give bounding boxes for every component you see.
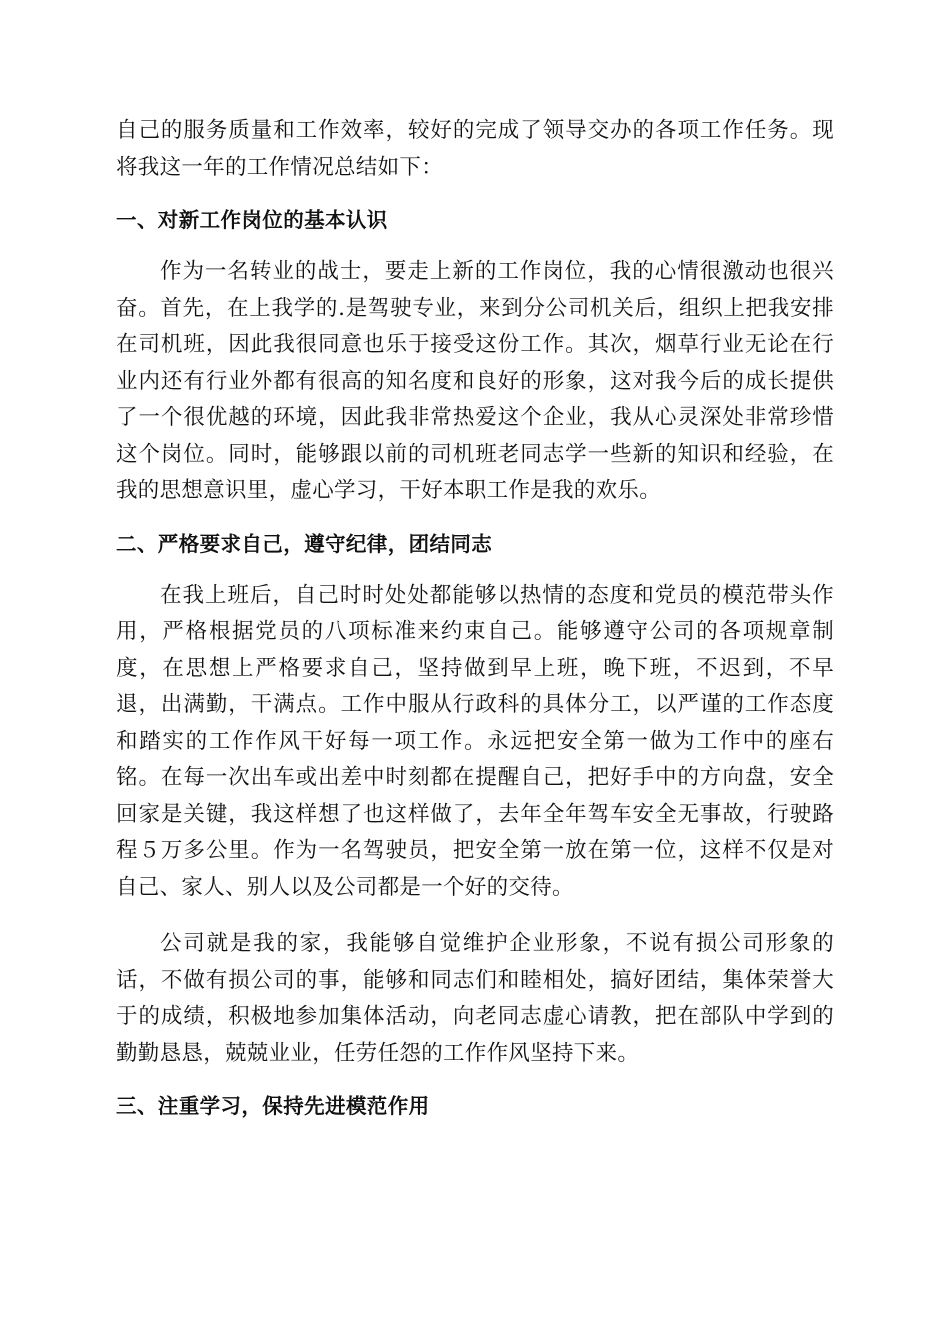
section-2-heading: 二、严格要求自己，遵守纪律，团结同志 (116, 531, 493, 556)
intro-paragraph: 自己的服务质量和工作效率，较好的完成了领导交办的各项工作任务。现将我这一年的工作情况总结如下： (116, 118, 834, 180)
document-page (116, 113, 834, 1124)
section-2-paragraph-1: 在我上班后，自己时时处处都能够以热情的态度和党员的模范带头作用，严格根据党员的八项标准来约束自己。能够遵守公司的各项规章制度，在思想上严格要求自己，坚持做到早上班，晚下班，不迟到，不早退，出满勤，干满点。工作中服从行政科的具体分工，以严谨的工作态度和踏实的工作作风干好每一项工作。永远把安全第一做为工作中的座右铭。在每一次出车或出差中时刻都在提醒自己，把好手中的方向盘，安全回家是关键，我这样想了也这样做了，去年全年驾车安全无事故，行驶路程５万多公里。作为一名驾驶员，把安全第一放在第一位，这样不仅是对自己、家人、别人以及公司都是一个好的交待。 (116, 582, 834, 900)
section-1-heading: 一、对新工作岗位的基本认识 (116, 208, 388, 232)
section-3-heading: 三、注重学习，保持先进模范作用 (116, 1094, 430, 1118)
section-2-paragraph-2: 公司就是我的家，我能够自觉维护企业形象，不说有损公司形象的话，不做有损公司的事，能够和同志们和睦相处，搞好团结，集体荣誉大于的成绩，积极地参加集体活动，向老同志虚心请教，把在部队中学到的勤勤恳恳，兢兢业业，任劳任怨的工作作风坚持下来。 (116, 931, 834, 1066)
section-1-paragraph: 作为一名转业的战士，要走上新的工作岗位，我的心情很激动也很兴奋。首先，在上我学的.是驾驶专业，来到分公司机关后，组织上把我安排在司机班，因此我很同意也乐于接受这份工作。其次，烟草行业无论在行业内还有行业外都有很高的知名度和良好的形象，这对我今后的成长提供了一个很优越的环境，因此我非常热爱这个企业，我从心灵深处非常珍惜这个岗位。同时，能够跟以前的司机班老同志学一些新的知识和经验，在我的思想意识里，虚心学习，干好本职工作是我的欢乐。 (116, 259, 834, 503)
